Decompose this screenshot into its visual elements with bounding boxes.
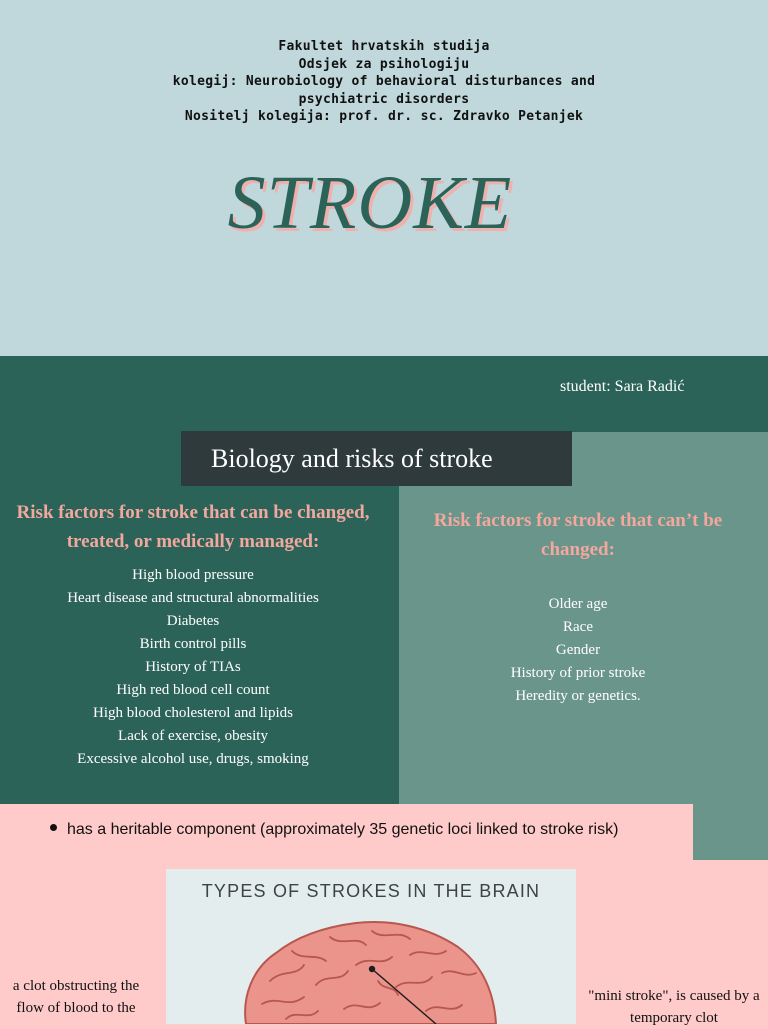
list-item: Heredity or genetics. [515, 688, 641, 704]
stroke-types-figure [166, 869, 576, 1024]
list-item: Gender [555, 642, 601, 658]
list-item: Lack of exercise, obesity [118, 728, 268, 744]
course-line-cont: psychiatric disorders [298, 91, 470, 107]
list-item: Race [563, 619, 593, 635]
page-title: STROKE [227, 161, 513, 245]
list-item: Heart disease and structural abnormalities [67, 590, 319, 606]
list-item: History of prior stroke [510, 665, 646, 681]
faculty-line: Fakultet hrvatskih studija [278, 39, 490, 54]
modifiable-list [0, 564, 386, 771]
figure-title: TYPES OF STROKES IN THE BRAIN [201, 881, 541, 901]
bullet-dot-icon [50, 824, 57, 831]
tia-note: "mini stroke", is caused by a temporary clot [588, 988, 760, 1026]
non-modifiable-heading: Risk factors for stroke that can’t be changed: [433, 510, 723, 560]
department-line: Odsjek za psihologiju [298, 56, 470, 72]
list-item: Older age [548, 596, 608, 612]
ischemic-note: a clot obstructing the flow of blood to the [12, 978, 140, 1016]
institution-header [0, 38, 768, 126]
section-title: Biology and risks of stroke [181, 431, 572, 486]
modifiable-heading: Risk factors for stroke that can be changed, treated, or medically managed: [16, 502, 370, 552]
lecturer-line: Nositelj kolegija: prof. dr. sc. Zdravko Petanjek [184, 109, 584, 124]
list-item: Excessive alcohol use, drugs, smoking [77, 751, 309, 767]
heritability-bullet [50, 821, 690, 839]
brain-icon [166, 869, 576, 1024]
bullet-text: has a heritable component (approximately 35 genetic loci linked to stroke risk) [67, 821, 619, 838]
list-item: High red blood cell count [116, 682, 270, 698]
list-item: Diabetes [166, 613, 220, 629]
list-item: Birth control pills [139, 636, 247, 652]
course-line: kolegij: Neurobiology of behavioral disturbances and [172, 74, 596, 89]
list-item: High blood pressure [132, 567, 254, 583]
student-name: student: Sara Radić [560, 378, 685, 395]
list-item: High blood cholesterol and lipids [93, 705, 293, 721]
non-modifiable-list [399, 593, 757, 708]
list-item: History of TIAs [145, 659, 241, 675]
